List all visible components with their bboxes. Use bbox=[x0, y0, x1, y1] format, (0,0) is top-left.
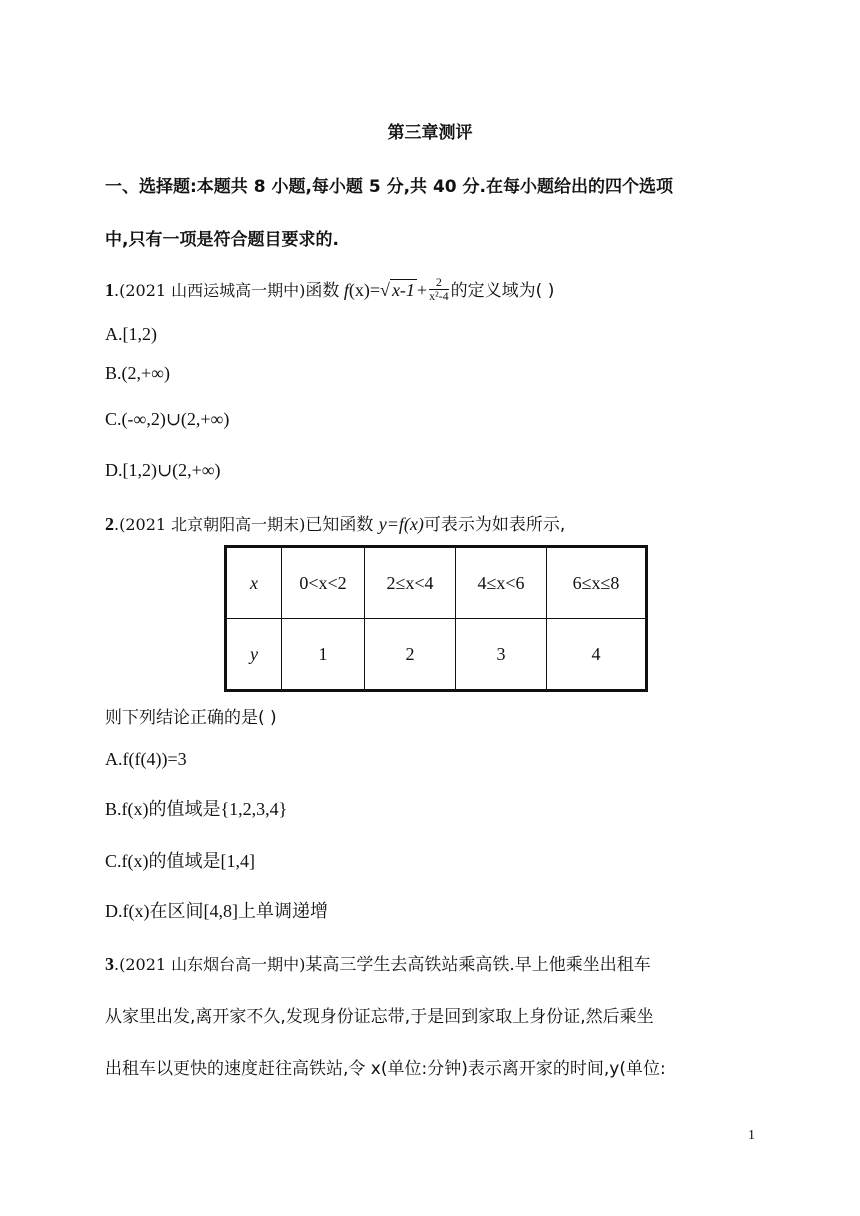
fraction bbox=[429, 276, 449, 303]
page-title: 第三章测评 bbox=[387, 123, 473, 143]
question-3-line1: 某高三学生去高铁站乘高铁.早上他乘坐出租车 bbox=[305, 955, 651, 975]
table-cell: 3 bbox=[456, 619, 547, 691]
page-number: 1 bbox=[748, 1128, 755, 1143]
plus-sign: + bbox=[416, 280, 428, 300]
question-1-option-a: A.[1,2) bbox=[105, 324, 157, 344]
table-cell: 2≤x<4 bbox=[365, 547, 456, 619]
question-2-option-d: D.f(x)在区间[4,8]上单调递增 bbox=[105, 901, 328, 921]
question-1-option-b: B.(2,+∞) bbox=[105, 363, 170, 383]
question-2-stem bbox=[105, 510, 565, 535]
question-1-text-post: 的定义域为( ) bbox=[450, 281, 555, 301]
question-2-number: 2 bbox=[105, 514, 114, 534]
question-2-option-b: B.f(x)的值域是{1,2,3,4} bbox=[105, 799, 288, 819]
function-name: f bbox=[343, 280, 349, 300]
table-cell: 1 bbox=[282, 619, 365, 691]
table-row-x bbox=[226, 547, 647, 619]
table-cell: 4 bbox=[547, 619, 647, 691]
question-3-number: 3 bbox=[105, 954, 114, 974]
sqrt-expression: √ x-1 bbox=[380, 280, 415, 300]
table-cell: x bbox=[226, 547, 282, 619]
fraction-numerator: 2 bbox=[429, 276, 449, 290]
section-heading-line1: 一、选择题:本题共 8 小题,每小题 5 分,共 40 分.在每小题给出的四个选项 bbox=[105, 177, 673, 197]
fraction-denominator: x²-4 bbox=[429, 289, 449, 304]
table-cell: 4≤x<6 bbox=[456, 547, 547, 619]
question-2-followup: 则下列结论正确的是( ) bbox=[105, 708, 277, 728]
question-2-source: .(2021 北京朝阳高一期末) bbox=[114, 515, 306, 534]
question-1-text-pre: 函数 bbox=[305, 281, 340, 301]
table-row-y bbox=[226, 619, 647, 691]
question-2-function: y=f(x) bbox=[378, 514, 424, 534]
question-2-text-pre: 已知函数 bbox=[305, 515, 379, 535]
question-2-text-post: 可表示为如表所示, bbox=[423, 515, 566, 535]
question-1-option-d: D.[1,2)∪(2,+∞) bbox=[105, 460, 221, 480]
question-1-option-c: C.(-∞,2)∪(2,+∞) bbox=[105, 409, 230, 429]
table-cell: 6≤x≤8 bbox=[547, 547, 647, 619]
table-cell: 0<x<2 bbox=[282, 547, 365, 619]
question-2-option-c: C.f(x)的值域是[1,4] bbox=[105, 851, 255, 871]
question-1-stem bbox=[105, 276, 554, 305]
section-heading-line2: 中,只有一项是符合题目要求的. bbox=[105, 230, 339, 250]
question-3-stem bbox=[105, 950, 651, 975]
function-table bbox=[224, 545, 648, 692]
question-2-option-a: A.f(f(4))=3 bbox=[105, 749, 187, 769]
table-cell: y bbox=[226, 619, 282, 691]
table-cell: 2 bbox=[365, 619, 456, 691]
question-3-line3: 出租车以更快的速度赶往高铁站,令 x(单位:分钟)表示离开家的时间,y(单位: bbox=[105, 1059, 666, 1079]
question-1-number: 1 bbox=[105, 280, 114, 300]
function-arg: (x)= bbox=[348, 280, 381, 300]
sqrt-argument: x-1 bbox=[391, 280, 415, 300]
question-1-source: .(2021 山西运城高一期中) bbox=[114, 281, 306, 300]
question-3-line2: 从家里出发,离开家不久,发现身份证忘带,于是回到家取上身份证,然后乘坐 bbox=[105, 1007, 654, 1027]
question-3-source: .(2021 山东烟台高一期中) bbox=[114, 955, 306, 974]
